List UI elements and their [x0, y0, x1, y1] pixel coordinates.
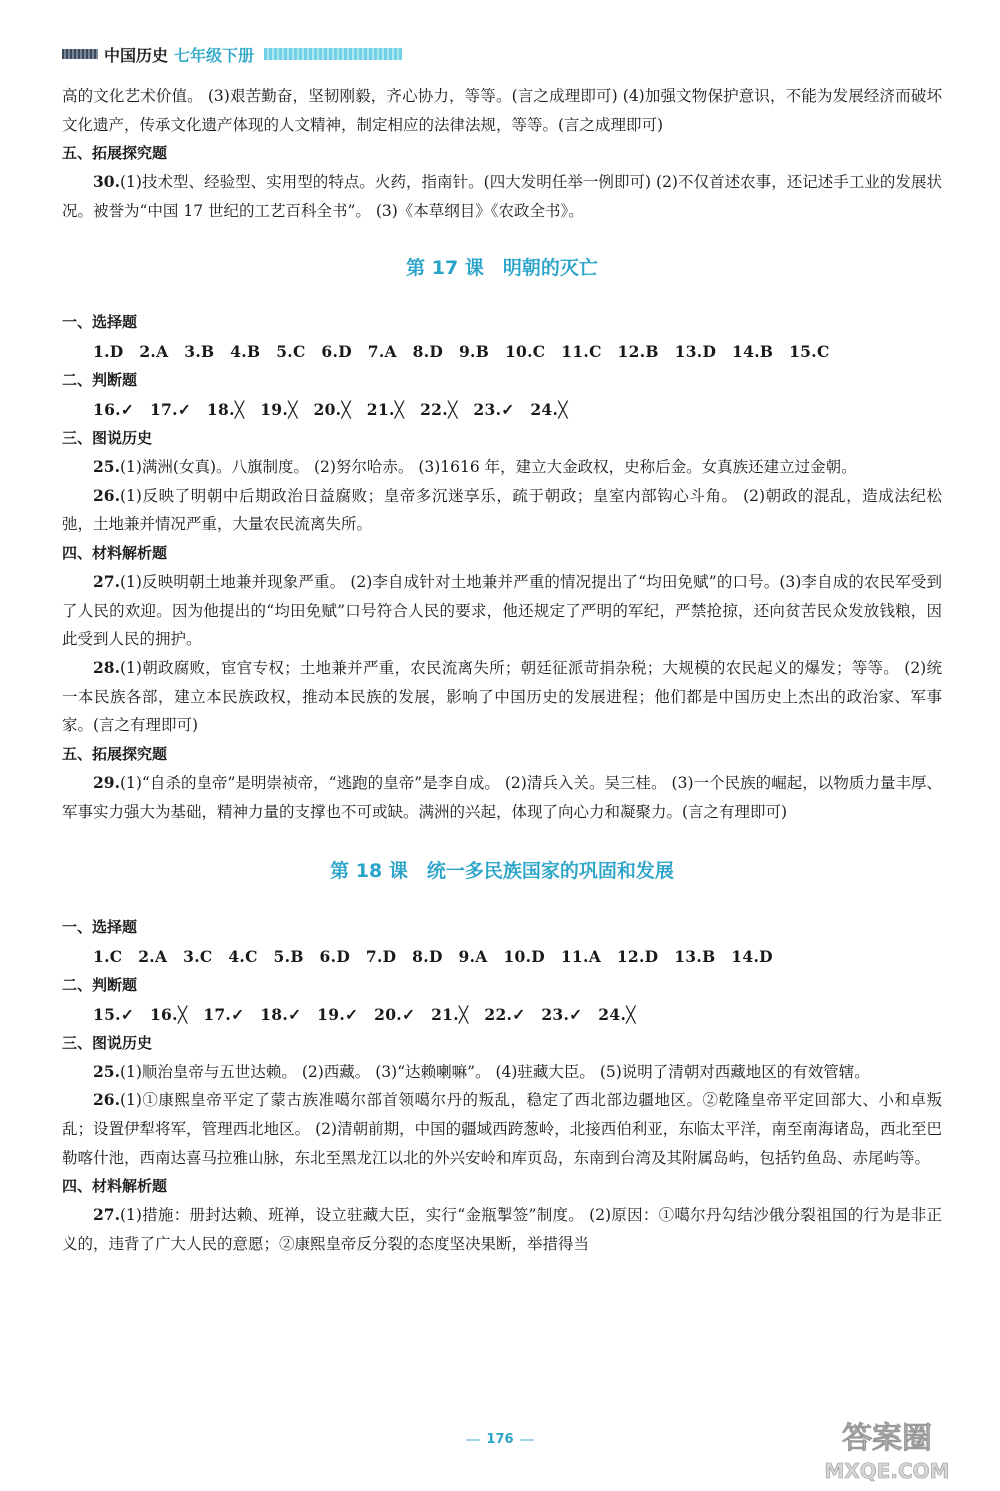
watermark-text-en: MXQE.COM — [824, 1459, 950, 1483]
question-number: 27. — [93, 571, 120, 591]
watermark-logo — [802, 1418, 972, 1484]
question-26 — [62, 1086, 942, 1172]
header-right-bar — [264, 48, 402, 60]
answer-text: (1)措施：册封达赖、班禅，设立驻藏大臣，实行“金瓶掣签”制度。 (2)原因：①噶尔丹勾结沙俄分裂祖国的行为是非正义的，违背了广大人民的意愿；②康熙皇帝反分裂的态度坚决果断，举措得当 — [62, 1206, 942, 1254]
lesson-17-title: 第 17 课 明朝的灭亡 — [406, 256, 598, 279]
lesson-18-title: 第 18 课 统一多民族国家的巩固和发展 — [330, 859, 674, 882]
answer-text: (1)技术型、经验型、实用型的特点。火药，指南针。(四大发明任举一例即可) (2)不仅首述农事，还记述手工业的发展状况。被誉为“中国 17 世纪的工艺百科全书”。 (3)《本草纲目》《农政全书》。 — [62, 173, 942, 221]
question-number: 29. — [93, 773, 120, 793]
question-number: 30. — [93, 172, 120, 192]
question-28 — [62, 654, 942, 740]
page-number: 176 — [486, 1432, 514, 1447]
header-subtitle: 七年级下册 — [174, 45, 255, 65]
answer-text: (1)顺治皇帝与五世达赖。 (2)西藏。 (3)“达赖喇嘛”。 (4)驻藏大臣。 (5)说明了清朝对西藏地区的有效管辖。 — [119, 1062, 870, 1081]
judge-answers: 16.✓ 17.✓ 18.╳ 19.╳ 20.╳ 21.╳ 22.╳ 23.✓ 24.╳ — [93, 399, 568, 419]
question-number: 28. — [93, 658, 120, 678]
question-number: 25. — [93, 456, 120, 476]
header-left-bar — [62, 49, 98, 59]
question-number: 26. — [93, 485, 120, 505]
section-heading: 一、选择题 — [62, 312, 138, 331]
section-heading: 一、选择题 — [62, 917, 138, 936]
question-number: 26. — [93, 1090, 120, 1110]
answer-text: (1)朝政腐败，宦官专权；土地兼并严重，农民流离失所；朝廷征派苛捐杂税；大规模的农民起义的爆发；等等。 (2)统一本民族各部，建立本民族政权，推动本民族的发展，影响了中国历史的发展进程；他们都是中国历史上杰出的政治家、军事家。(言之有理即可) — [62, 659, 942, 735]
section-heading: 五、拓展探究题 — [62, 144, 168, 163]
question-30 — [62, 168, 942, 225]
section-heading: 四、材料解析题 — [62, 543, 168, 562]
question-27 — [62, 568, 942, 654]
question-27 — [62, 1201, 942, 1258]
header-title: 中国历史 — [104, 45, 169, 65]
section-heading: 四、材料解析题 — [62, 1177, 168, 1196]
answer-text: (1)反映明朝土地兼并现象严重。 (2)李自成针对土地兼并严重的情况提出了“均田免赋”的口号。(3)李自成的农民军受到了人民的欢迎。因为他提出的“均田免赋”口号符合人民的要求，他还规定了严明的军纪，严禁抢掠，还向贫苦民众发放钱粮，因此受到人民的拥护。 — [62, 572, 942, 649]
answer-text: (1)满洲(女真)。八旗制度。 (2)努尔哈赤。 (3)1616 年，建立大金政权，史称后金。女真族还建立过金朝。 — [119, 457, 857, 476]
answer-text: (1)“自杀的皇帝”是明崇祯帝，“逃跑的皇帝”是李自成。 (2)清兵入关。吴三桂。 (3)一个民族的崛起，以物质力量丰厚、军事实力强大为基础，精神力量的支撑也不可或缺。满洲的兴起，体现了向心力和凝聚力。(言之有理即可) — [62, 774, 942, 821]
question-number: 27. — [93, 1205, 120, 1225]
section-heading: 二、判断题 — [62, 370, 138, 389]
question-29 — [62, 769, 942, 826]
question-number: 25. — [93, 1061, 120, 1081]
choice-answers: 1.D 2.A 3.B 4.B 5.C 6.D 7.A 8.D 9.B 10.C 11.C 12.B 13.D 14.B 15.C — [93, 341, 830, 361]
section-heading: 二、判断题 — [62, 975, 138, 994]
question-25 — [62, 453, 942, 482]
section-heading: 三、图说历史 — [62, 1033, 153, 1052]
question-26 — [62, 482, 942, 539]
footer-dash-right — [520, 1439, 534, 1441]
page-header — [62, 40, 402, 68]
page-content — [62, 82, 942, 1259]
judge-answers: 15.✓ 16.╳ 17.✓ 18.✓ 19.✓ 20.✓ 21.╳ 22.✓ 23.✓ 24.╳ — [93, 1004, 636, 1024]
answer-text: (1)反映了明朝中后期政治日益腐败；皇帝多沉迷享乐，疏于朝政；皇室内部钩心斗角。 (2)朝政的混乱，造成法纪松弛，土地兼并情况严重，大量农民流离失所。 — [62, 486, 942, 534]
footer-dash-left — [466, 1439, 480, 1441]
intro-paragraph: 高的文化艺术价值。 (3)艰苦勤奋，坚韧刚毅，齐心协力，等等。(言之成理即可) (4)加强文物保护意识，不能为发展经济而破坏文化遗产，传承文化遗产体现的人文精神，制定相应的法律法规，等等。(言之成理即可) — [62, 87, 942, 134]
section-heading: 三、图说历史 — [62, 428, 153, 447]
answer-text: (1)①康熙皇帝平定了蒙古族准噶尔部首领噶尔丹的叛乱，稳定了西北部边疆地区。②乾隆皇帝平定回部大、小和卓叛乱；设置伊犁将军，管理西北地区。 (2)清朝前期，中国的疆域西跨葱岭，北接西伯利亚，东临太平洋，南至南海诸岛，西北至巴勒喀什池，西南达喜马拉雅山脉，东北至黑龙江以北的外兴安岭和库页岛，东南到台湾及其附属岛屿，包括钓鱼岛、赤尾屿等。 — [62, 1091, 942, 1167]
choice-answers: 1.C 2.A 3.C 4.C 5.B 6.D 7.D 8.D 9.A 10.D 11.A 12.D 13.B 14.D — [93, 946, 773, 966]
question-25 — [62, 1058, 942, 1087]
watermark-text-cn: 答案圈 — [842, 1421, 932, 1456]
section-heading: 五、拓展探究题 — [62, 745, 168, 764]
